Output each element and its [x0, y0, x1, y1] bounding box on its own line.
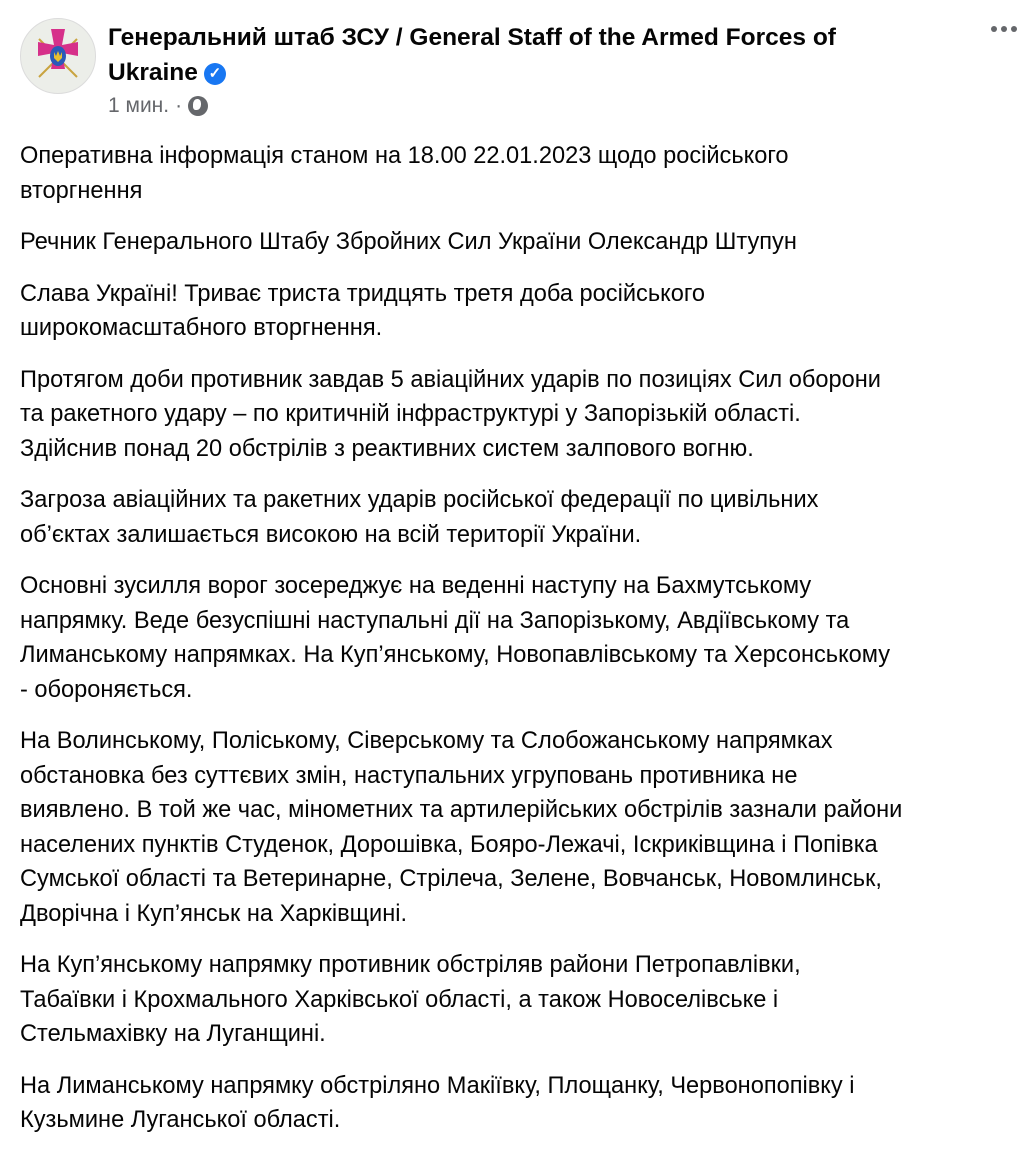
paragraph-line: Кузьмине Луганської області.: [20, 1107, 341, 1133]
paragraph-line: Слава Україні! Триває триста тридцять третя доба російського: [20, 280, 706, 307]
paragraph-line: вторгнення: [20, 177, 143, 204]
paragraph-line: Загроза авіаційних та ракетних ударів російської федерації по цивільних: [20, 487, 819, 513]
post-timestamp[interactable]: 1 мин.: [108, 94, 170, 117]
page-avatar[interactable]: [20, 18, 96, 94]
paragraph-line: Лиманському напрямках. На Куп’янському, Новопавлівському та Херсонському: [20, 642, 891, 668]
paragraph-line: об’єктах залишається високою на всій території України.: [20, 521, 642, 548]
post-paragraph: [20, 569, 1030, 707]
post-paragraph: [20, 277, 1030, 346]
page-name-line2[interactable]: Ukraine: [108, 59, 198, 86]
post-paragraph: [20, 948, 1030, 1052]
paragraph-line: На Волинському, Поліському, Сіверському та Слобожанському напрямках: [20, 728, 833, 754]
paragraph-line: та ракетного удару – по критичній інфраструктурі у Запорізькій області.: [20, 401, 801, 427]
paragraph-line: На Куп’янському напрямку противник обстріляв райони Петропавлівки,: [20, 952, 801, 978]
globe-icon: [188, 96, 208, 116]
post-paragraph: [20, 363, 1030, 467]
post-paragraph: [20, 139, 1030, 208]
paragraph-line: - обороняється.: [20, 676, 193, 703]
paragraph-line: Дворічна і Куп’янськ на Харківщині.: [20, 900, 408, 927]
page-name-line1[interactable]: Генеральний штаб ЗСУ / General Staff of the Armed Forces of: [108, 24, 836, 51]
emblem-icon: [21, 19, 95, 93]
paragraph-line: Основні зусилля ворог зосереджує на веденні наступу на Бахмутському: [20, 573, 812, 599]
page-name[interactable]: [108, 20, 908, 90]
post-paragraph: [20, 483, 1030, 552]
post-paragraph: [20, 724, 1030, 931]
paragraph-line: населених пунктів Студенок, Дорошівка, Бояро-Лежачі, Іскриківщина і Попівка: [20, 831, 878, 858]
paragraph-line: Оперативна інформація станом на 18.00 22.01.2023 щодо російського: [20, 143, 789, 169]
paragraph-line: Здійснив понад 20 обстрілів з реактивних систем залпового вогню.: [20, 435, 754, 462]
paragraph-line: обстановка без суттєвих змін, наступальних угруповань противника не: [20, 762, 798, 789]
post-paragraph: [20, 1069, 1030, 1138]
post-paragraph: [20, 225, 1030, 260]
paragraph-line: Протягом доби противник завдав 5 авіаційних ударів по позиціях Сил оборони: [20, 366, 881, 393]
meta-separator: ·: [175, 94, 183, 117]
more-options-button[interactable]: [991, 26, 1017, 32]
paragraph-line: виявлено. В той же час, мінометних та артилерійських обстрілів зазнали райони: [20, 797, 903, 823]
paragraph-line: Речник Генерального Штабу Збройних Сил України Олександр Штупун: [20, 229, 797, 255]
paragraph-line: Табаївки і Крохмального Харківської області, а також Новоселівське і: [20, 986, 779, 1013]
post-meta: [108, 94, 208, 118]
post-text: [20, 139, 1030, 1155]
paragraph-line: широкомасштабного вторгнення.: [20, 315, 383, 341]
paragraph-line: Стельмахівку на Луганщині.: [20, 1021, 326, 1047]
paragraph-line: На Лиманському напрямку обстріляно Макіївку, Площанку, Червонопопівку і: [20, 1072, 855, 1099]
paragraph-line: напрямку. Веде безуспішні наступальні дії на Запорізькому, Авдіївському та: [20, 607, 850, 634]
paragraph-line: Сумської області та Ветеринарне, Стрілеча, Зелене, Вовчанськ, Новомлинськ,: [20, 866, 882, 892]
verified-badge-icon: ✓: [204, 63, 226, 85]
post-header: [20, 16, 1033, 126]
